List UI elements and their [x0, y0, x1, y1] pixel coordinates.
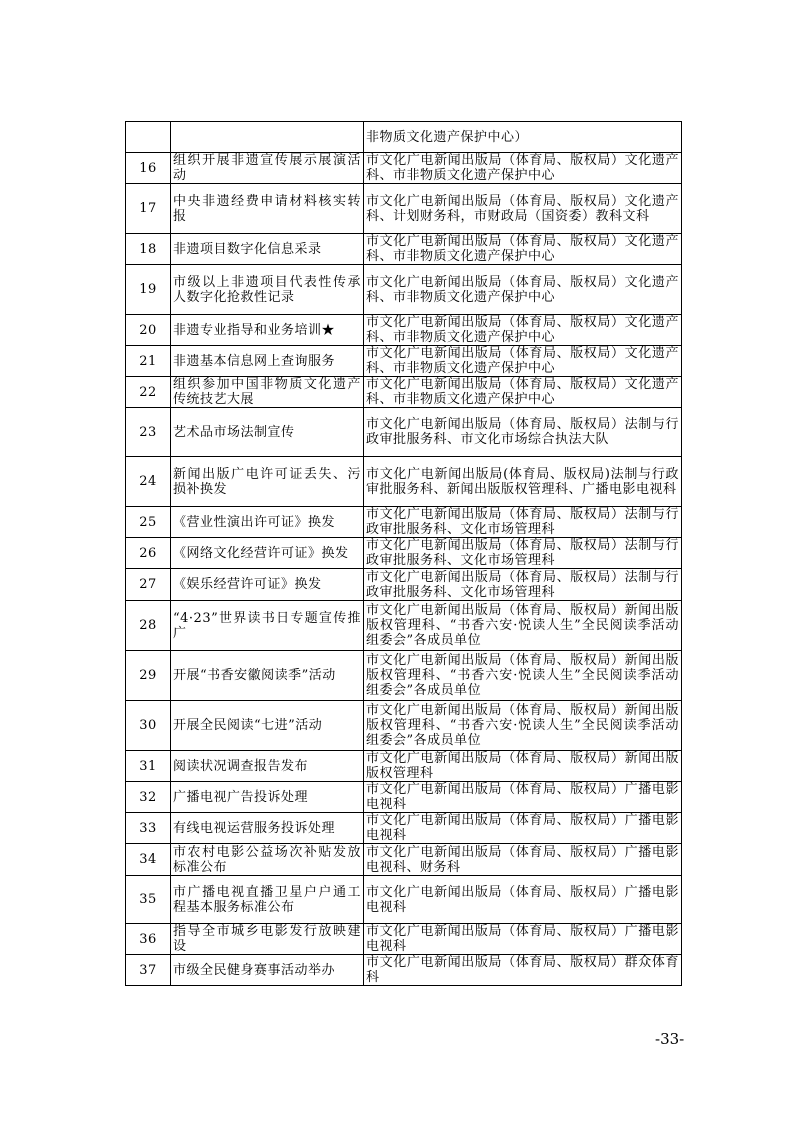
service-item-cell: 非遗基本信息网上查询服务 [171, 346, 364, 377]
row-number-cell: 25 [126, 507, 171, 538]
table-body [126, 122, 682, 986]
table-row [126, 265, 682, 315]
responsible-unit-cell: 市文化广电新闻出版局（体育局、版权局）文化遗产科、市非物质文化遗产保护中心 [364, 377, 682, 408]
service-item-cell: 《网络文化经营许可证》换发 [171, 538, 364, 569]
table-row [126, 346, 682, 377]
responsible-unit-cell: 市文化广电新闻出版局（体育局、版权局）新闻出版版权管理科、“书香六安·悦读人生”全民阅读季活动组委会”各成员单位 [364, 601, 682, 651]
service-item-cell: “4·23”世界读书日专题宣传推广 [171, 601, 364, 651]
responsible-unit-cell: 市文化广电新闻出版局（体育局、版权局）文化遗产科、市非物质文化遗产保护中心 [364, 315, 682, 346]
responsible-unit-cell: 市文化广电新闻出版局（体育局、版权局）文化遗产科、市非物质文化遗产保护中心 [364, 153, 682, 184]
responsible-unit-cell: 市文化广电新闻出版局（体育局、版权局）新闻出版版权管理科 [364, 751, 682, 782]
page-number: -33- [655, 1030, 685, 1048]
table-row [126, 844, 682, 876]
responsible-unit-cell: 市文化广电新闻出版局（体育局、版权局）法制与行政审批服务科、文化市场管理科 [364, 538, 682, 569]
row-number-cell: 31 [126, 751, 171, 782]
table-row [126, 955, 682, 986]
service-item-cell: 艺术品市场法制宣传 [171, 408, 364, 457]
service-item-cell: 指导全市城乡电影发行放映建设 [171, 924, 364, 955]
row-number-cell: 17 [126, 184, 171, 234]
row-number-cell: 22 [126, 377, 171, 408]
table-row [126, 876, 682, 924]
responsible-unit-cell: 市文化广电新闻出版局（体育局、版权局）新闻出版版权管理科、“书香六安·悦读人生”全民阅读季活动组委会”各成员单位 [364, 701, 682, 751]
row-number-cell: 32 [126, 782, 171, 813]
table-row [126, 701, 682, 751]
responsible-unit-cell: 市文化广电新闻出版局（体育局、版权局）文化遗产科、市非物质文化遗产保护中心 [364, 234, 682, 265]
responsible-unit-cell: 市文化广电新闻出版局（体育局、版权局）法制与行政审批服务科、文化市场管理科 [364, 507, 682, 538]
row-number-cell: 36 [126, 924, 171, 955]
service-item-cell: 《娱乐经营许可证》换发 [171, 569, 364, 601]
row-number-cell: 20 [126, 315, 171, 346]
table-row [126, 813, 682, 844]
row-number-cell: 34 [126, 844, 171, 876]
service-item-cell: 组织参加中国非物质文化遗产传统技艺大展 [171, 377, 364, 408]
service-list-table [125, 121, 682, 986]
responsible-unit-cell: 市文化广电新闻出版局(体育局、版权局)法制与行政审批服务科、新闻出版版权管理科、广播电影电视科 [364, 457, 682, 507]
service-item-cell: 开展全民阅读“七进”活动 [171, 701, 364, 751]
table-row [126, 924, 682, 955]
table-row [126, 507, 682, 538]
table-row [126, 153, 682, 184]
service-item-cell: 非遗专业指导和业务培训★ [171, 315, 364, 346]
row-number-cell: 35 [126, 876, 171, 924]
row-number-cell: 23 [126, 408, 171, 457]
responsible-unit-cell: 市文化广电新闻出版局（体育局、版权局）文化遗产科、计划财务科，市财政局（国资委）教科文科 [364, 184, 682, 234]
service-item-cell: 市广播电视直播卫星户户通工程基本服务标准公布 [171, 876, 364, 924]
row-number-cell: 29 [126, 651, 171, 701]
service-item-cell: 非遗项目数字化信息采录 [171, 234, 364, 265]
responsible-unit-cell: 市文化广电新闻出版局（体育局、版权局）广播电影电视科 [364, 813, 682, 844]
table-row [126, 751, 682, 782]
table-row [126, 651, 682, 701]
row-number-cell [126, 122, 171, 153]
service-item-cell: 《营业性演出许可证》换发 [171, 507, 364, 538]
table-row [126, 315, 682, 346]
service-item-cell: 市农村电影公益场次补贴发放标准公布 [171, 844, 364, 876]
row-number-cell: 26 [126, 538, 171, 569]
responsible-unit-cell: 市文化广电新闻出版局（体育局、版权局）群众体育科 [364, 955, 682, 986]
row-number-cell: 30 [126, 701, 171, 751]
row-number-cell: 18 [126, 234, 171, 265]
row-number-cell: 37 [126, 955, 171, 986]
row-number-cell: 24 [126, 457, 171, 507]
responsible-unit-cell: 市文化广电新闻出版局（体育局、版权局）文化遗产科、市非物质文化遗产保护中心 [364, 346, 682, 377]
responsible-unit-cell: 市文化广电新闻出版局（体育局、版权局）广播电影电视科、财务科 [364, 844, 682, 876]
service-item-cell [171, 122, 364, 153]
responsible-unit-cell: 市文化广电新闻出版局（体育局、版权局）新闻出版版权管理科、“书香六安·悦读人生”全民阅读季活动组委会”各成员单位 [364, 651, 682, 701]
table-row [126, 122, 682, 153]
table-row [126, 184, 682, 234]
responsible-unit-cell: 市文化广电新闻出版局（体育局、版权局）法制与行政审批服务科、文化市场管理科 [364, 569, 682, 601]
service-item-cell: 开展“书香安徽阅读季”活动 [171, 651, 364, 701]
table-row [126, 408, 682, 457]
service-item-cell: 组织开展非遗宣传展示展演活动 [171, 153, 364, 184]
row-number-cell: 28 [126, 601, 171, 651]
table-row [126, 457, 682, 507]
responsible-unit-cell: 市文化广电新闻出版局（体育局、版权局）广播电影电视科 [364, 782, 682, 813]
responsible-unit-cell: 市文化广电新闻出版局（体育局、版权局）广播电影电视科 [364, 876, 682, 924]
responsible-unit-cell: 非物质文化遗产保护中心） [364, 122, 682, 153]
service-item-cell: 新闻出版广电许可证丢失、污损补换发 [171, 457, 364, 507]
responsible-unit-cell: 市文化广电新闻出版局（体育局、版权局）文化遗产科、市非物质文化遗产保护中心 [364, 265, 682, 315]
table-row [126, 782, 682, 813]
service-item-cell: 阅读状况调查报告发布 [171, 751, 364, 782]
service-item-cell: 广播电视广告投诉处理 [171, 782, 364, 813]
row-number-cell: 21 [126, 346, 171, 377]
row-number-cell: 16 [126, 153, 171, 184]
responsible-unit-cell: 市文化广电新闻出版局（体育局、版权局）广播电影电视科 [364, 924, 682, 955]
row-number-cell: 33 [126, 813, 171, 844]
service-item-cell: 有线电视运营服务投诉处理 [171, 813, 364, 844]
table-row [126, 538, 682, 569]
row-number-cell: 19 [126, 265, 171, 315]
service-item-cell: 中央非遗经费申请材料核实转报 [171, 184, 364, 234]
table-row [126, 377, 682, 408]
table-row [126, 601, 682, 651]
service-item-cell: 市级以上非遗项目代表性传承人数字化抢救性记录 [171, 265, 364, 315]
row-number-cell: 27 [126, 569, 171, 601]
table-row [126, 234, 682, 265]
service-item-cell: 市级全民健身赛事活动举办 [171, 955, 364, 986]
responsible-unit-cell: 市文化广电新闻出版局（体育局、版权局）法制与行政审批服务科、市文化市场综合执法大队 [364, 408, 682, 457]
table-row [126, 569, 682, 601]
